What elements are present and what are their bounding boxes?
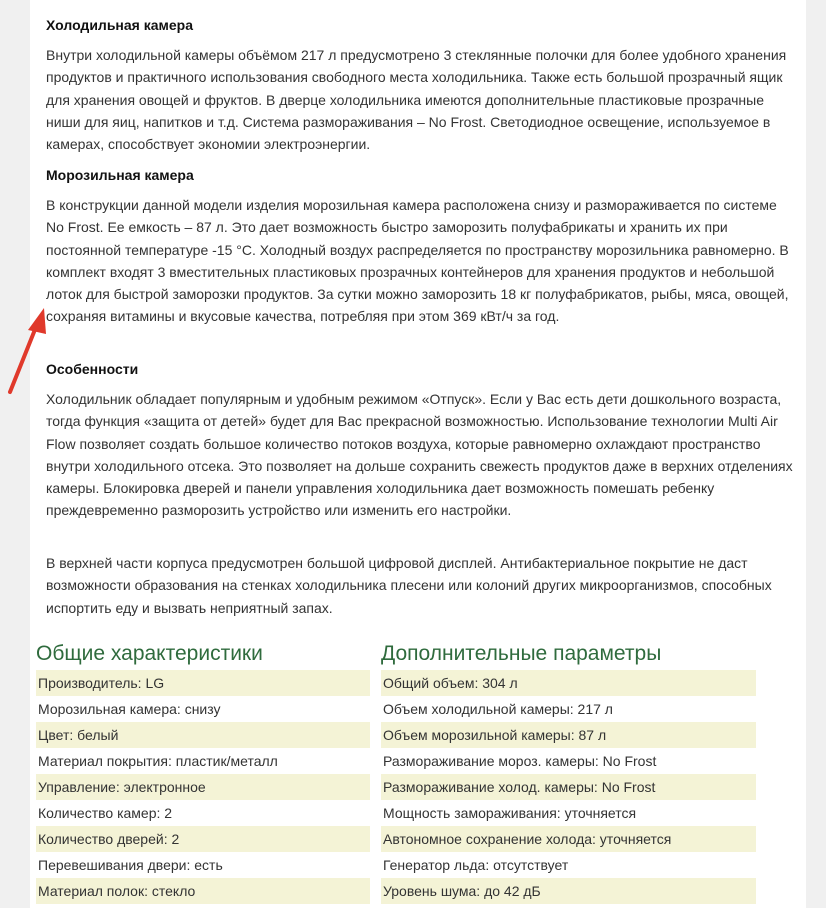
spec-row: Производитель: LG	[36, 670, 370, 696]
arrow-shaft	[10, 322, 38, 392]
features-paragraph-2: В верхней части корпуса предусмотрен большой цифровой дисплей. Антибактериальное покрытие не даст возможности образования на стенках холодильника плесени или колоний других микроорганизмов, способных испортить еду и вызвать неприятный запах.	[46, 555, 772, 616]
spec-row: Цвет: белый	[36, 722, 370, 748]
spec-row: Количество дверей: 2	[36, 826, 370, 852]
spec-row: Перевешивания двери: есть	[38, 857, 223, 873]
spec-row: Размораживание холод. камеры: No Frost	[381, 774, 756, 800]
spec-row: Уровень шума: до 42 дБ	[381, 878, 756, 904]
spec-row: Морозильная камера: снизу	[38, 701, 221, 717]
general-specs-title: Общие характеристики	[36, 642, 263, 665]
red-arrow-annotation	[0, 0, 60, 400]
extra-specs	[381, 640, 756, 904]
spec-row: Размораживание мороз. камеры: No Frost	[383, 753, 657, 769]
freezer-paragraph: В конструкции данной модели изделия морозильная камера расположена снизу и размораживается по системе No Frost. Ее емкость – 87 л. Это дает возможность быстро заморозить полуфабрикаты и хранить их при постоянной температуре -15 °C. Холодный воздух распределяется по пространству морозильника равномерно. В комплект входят 3 вместительных пластиковых прозрачных контейнеров для хранения продуктов и небольшой лоток для быстрой заморозки продуктов. За сутки можно заморозить 18 кг полуфабрикатов, рыбы, мяса, овощей, сохраняя витамины и вкусовые качества, потребляя при этом 369 кВт/ч за год.	[46, 197, 789, 325]
spec-row: Генератор льда: отсутствует	[383, 857, 569, 873]
spec-row: Управление: электронное	[36, 774, 370, 800]
spec-row: Количество камер: 2	[38, 805, 173, 821]
fridge-paragraph: Внутри холодильной камеры объёмом 217 л предусмотрено 3 стеклянные полочки для более удобного хранения продуктов и практичного использования свободного места холодильника. Также есть большой прозрачный ящик для хранения овощей и фруктов. В дверце холодильника имеются дополнительные пластиковые прозрачные ниши для яиц, напитков и т.д. Система размораживания – No Frost. Светодиодное освещение, используемое в камерах, способствует экономии электроэнергии.	[46, 47, 787, 153]
spec-row: Мощность замораживания: уточняется	[383, 805, 637, 821]
general-specs	[36, 640, 370, 904]
spec-row: Объем морозильной камеры: 87 л	[381, 722, 756, 748]
spec-row: Объем холодильной камеры: 217 л	[383, 701, 613, 717]
spec-row: Общий объем: 304 л	[381, 670, 756, 696]
spec-row: Материал полок: стекло	[36, 878, 370, 904]
features-paragraph-1: Холодильник обладает популярным и удобным режимом «Отпуск». Если у Вас есть дети дошкольного возраста, тогда функция «защита от детей» будет для Вас прекрасной возможностью. Использование технологии Multi Air Flow позволяет создать большое количество потоков воздуха, которые равномерно охлаждают пространство внутри холодильного отсека. Это позволяет на дольше сохранить свежесть продуктов даже в верхних отделениях камеры. Блокировка дверей и панели управления холодильника дает возможность помешать ребенку преждевременно разморозить устройство или изменить его настройки.	[46, 391, 793, 519]
features-heading: Особенности	[46, 361, 139, 377]
spec-row: Автономное сохранение холода: уточняется	[381, 826, 756, 852]
fridge-heading: Холодильная камера	[46, 17, 193, 33]
article-page	[30, 0, 806, 908]
freezer-heading: Морозильная камера	[46, 167, 194, 183]
spec-row: Материал покрытия: пластик/металл	[38, 753, 278, 769]
extra-specs-title: Дополнительные параметры	[381, 642, 662, 665]
arrow-head-icon	[28, 308, 46, 334]
